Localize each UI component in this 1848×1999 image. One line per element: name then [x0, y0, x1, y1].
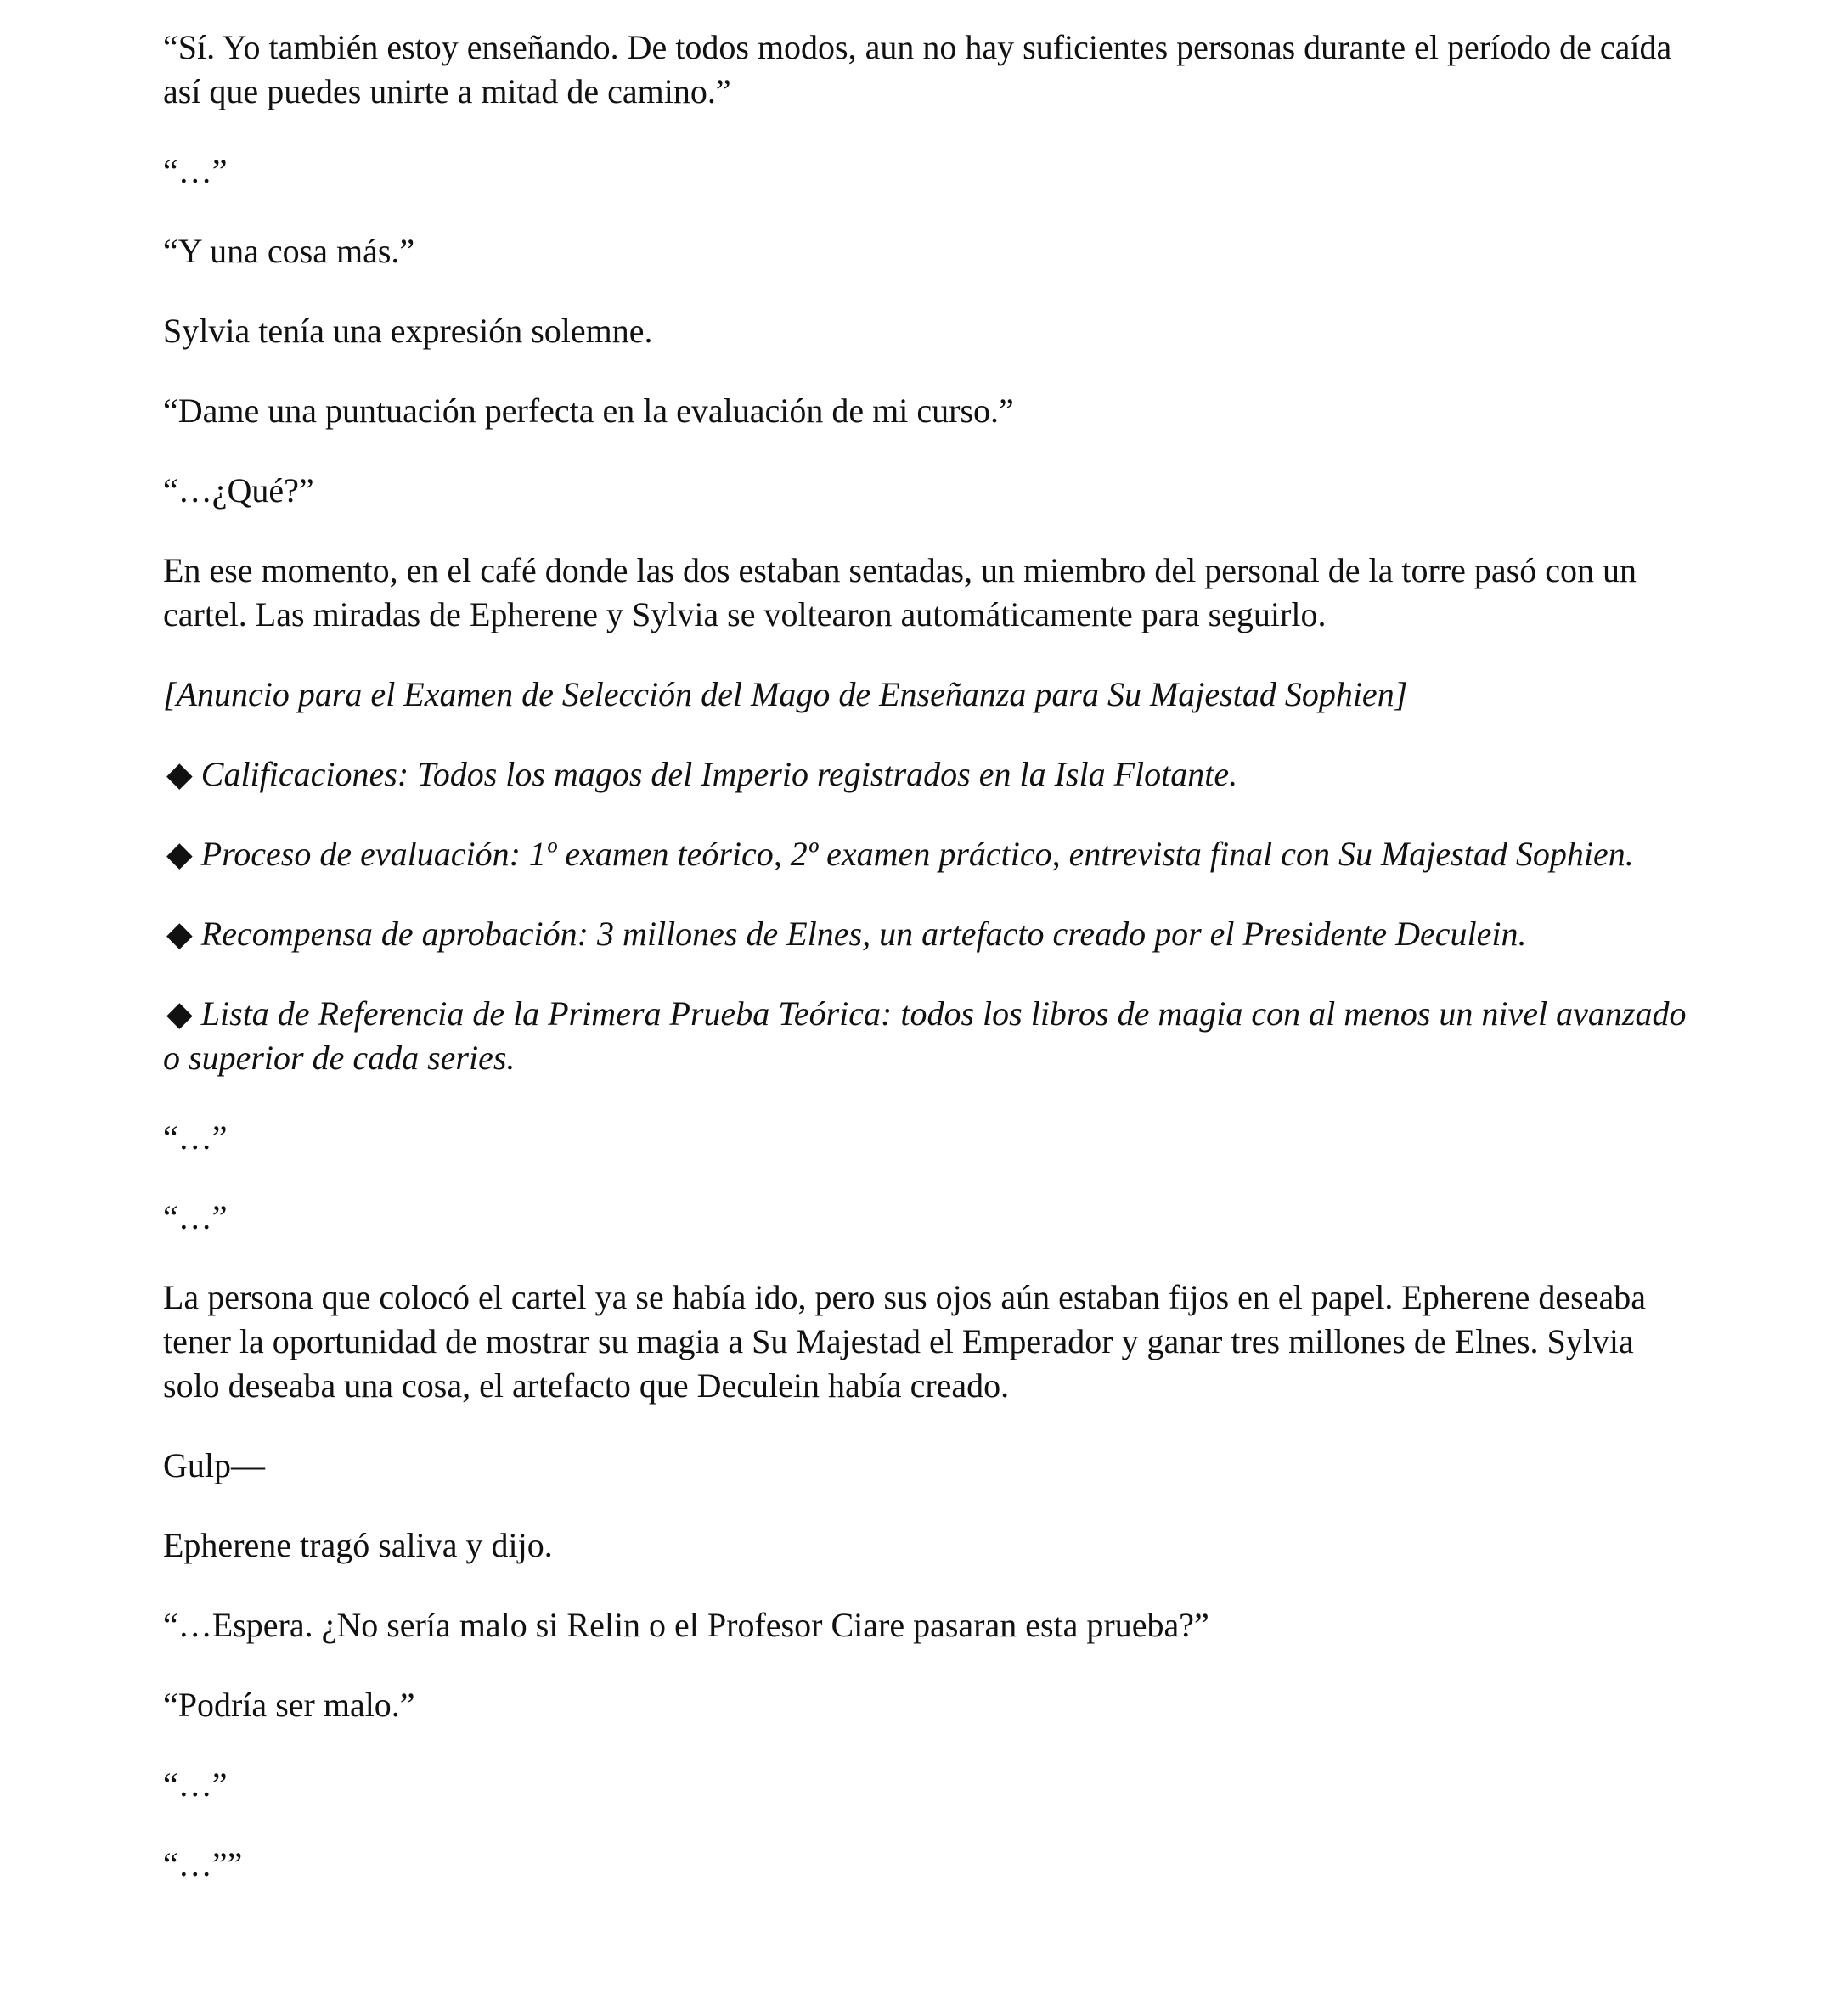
paragraph: “Dame una puntuación perfecta en la evaluación de mi curso.”: [163, 391, 1014, 430]
paragraph: Epherene tragó saliva y dijo.: [163, 1526, 553, 1564]
bullet-text: Proceso de evaluación: 1º examen teórico, 2º examen práctico, entrevista final con Su Majestad Sophien.: [200, 835, 1634, 873]
bullet-item: [163, 912, 1692, 956]
document-page: [163, 25, 1692, 1923]
bullet-text: Recompensa de aprobación: 3 millones de Elnes, un artefacto creado por el Presidente Deculein.: [200, 915, 1527, 953]
paragraph: La persona que colocó el cartel ya se había ido, pero sus ojos aún estaban fijos en el papel. Epherene deseaba tener la oportunidad de mostrar su magia a Su Majestad el Emperador y ganar tres millones de Elnes. Sylvia solo deseaba una cosa, el artefacto que Deculein había creado.: [163, 1278, 1646, 1405]
announcement-title: [Anuncio para el Examen de Selección del Mago de Enseñanza para Su Majestad Sophien]: [163, 675, 1408, 713]
bullet-text: Calificaciones: Todos los magos del Imperio registrados en la Isla Flotante.: [200, 755, 1238, 793]
bullet-item: [163, 752, 1692, 797]
paragraph: “Sí. Yo también estoy enseñando. De todos modos, aun no hay suficientes personas durante el período de caída así que puedes unirte a mitad de camino.”: [163, 28, 1672, 110]
paragraph: “…¿Qué?”: [163, 471, 314, 510]
diamond-bullet-icon: ◆: [166, 755, 193, 793]
bullet-item: [163, 992, 1692, 1080]
paragraph: “…”: [163, 152, 228, 190]
paragraph: “Y una cosa más.”: [163, 232, 415, 270]
paragraph: “…”: [163, 1765, 228, 1804]
paragraph: Sylvia tenía una expresión solemne.: [163, 312, 653, 350]
bullet-text: Lista de Referencia de la Primera Prueba Teórica: todos los libros de magia con al menos un nivel avanzado o superior de cada series.: [163, 994, 1687, 1077]
paragraph: En ese momento, en el café donde las dos estaban sentadas, un miembro del personal de la torre pasó con un cartel. Las miradas de Epherene y Sylvia se voltearon automáticamente para seguirlo.: [163, 551, 1637, 633]
paragraph: “…”: [163, 1118, 228, 1157]
diamond-bullet-icon: ◆: [166, 915, 193, 953]
paragraph: “…””: [163, 1845, 243, 1884]
diamond-bullet-icon: ◆: [166, 835, 193, 873]
paragraph: Gulp—: [163, 1446, 265, 1484]
bullet-item: [163, 832, 1692, 876]
diamond-bullet-icon: ◆: [166, 994, 193, 1033]
paragraph: “…Espera. ¿No sería malo si Relin o el Profesor Ciare pasaran esta prueba?”: [163, 1606, 1209, 1644]
paragraph: “Podría ser malo.”: [163, 1686, 415, 1724]
paragraph: “…”: [163, 1198, 228, 1236]
